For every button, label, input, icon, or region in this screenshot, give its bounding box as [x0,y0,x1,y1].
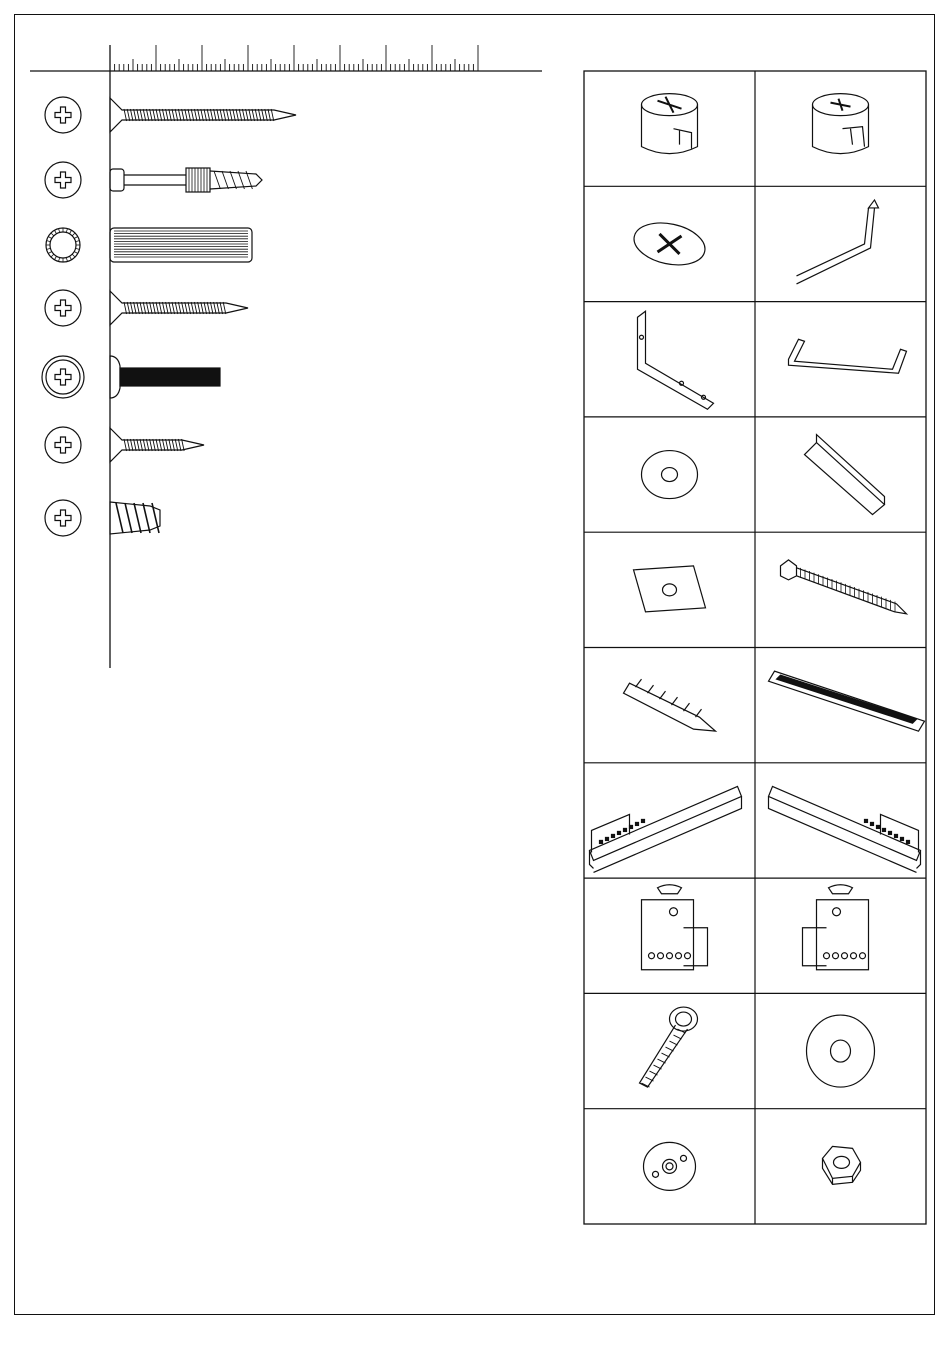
thread-line [204,109,207,121]
thread-line [166,302,169,314]
dowel-ridge [74,252,77,254]
thread-line [134,109,137,121]
thread-line [172,109,175,121]
dowel-ridge [51,254,54,257]
thread-line [162,439,165,451]
euro-screw-insert-side-view [110,502,160,534]
thread-line [146,439,149,451]
thread-line [140,302,143,314]
thread-line [201,302,204,314]
t-nut-plate-icon [644,1142,696,1190]
hex-nut-icon [823,1146,861,1184]
insert-thread [134,503,141,533]
thread-line [153,109,156,121]
countersunk-wood-screw-long [45,97,296,133]
bolt-head [110,169,124,191]
thread-line [175,109,178,121]
dowel-ridge [48,237,51,239]
thread-line [210,302,213,314]
thread-line [143,109,146,121]
thread-line [156,109,159,121]
countersunk-wood-screw-long-side-view [110,98,296,132]
dowel-ridge [48,252,51,254]
thread-line [134,439,137,451]
thread-line [140,109,143,121]
thread-line [153,439,156,451]
thread-line [134,302,137,314]
l-bracket-icon [638,311,714,409]
thread-line [127,302,130,314]
thread-line [236,109,239,121]
thread-line [226,109,229,121]
head-outline [42,356,84,398]
phillips-head-icon [45,427,81,463]
thread-line [207,302,210,314]
thread-line [182,109,185,121]
thread-line [156,302,159,314]
dowel-ridge [55,256,57,259]
thread-line [137,109,140,121]
thread-line [194,109,197,121]
phillips-cross [55,369,71,385]
washer-icon [642,451,698,499]
leveling-bolt-icon [640,1007,698,1087]
thread-line [137,302,140,314]
screw-body [110,291,248,325]
thread-line [140,439,143,451]
dowel-ridge [72,233,75,236]
thread-line [185,109,188,121]
dowel-ridge [70,230,72,233]
thread-line [162,302,165,314]
cam-lock-icon-left [642,94,698,154]
countersunk-wood-screw-short-side-view [110,428,204,462]
head-outline [45,290,81,326]
thread-line [249,109,252,121]
thread-line [166,439,169,451]
dowel-ridge [70,256,72,259]
thread-line [217,109,220,121]
thread-line [210,109,213,121]
phillips-cross [55,510,71,526]
dowel-ridge [47,248,51,249]
thread-line [220,109,223,121]
phillips-cross [55,107,71,123]
drawer-slide-right-icon [769,786,921,872]
machine-thread-body [120,368,220,386]
phillips-head-icon [45,500,81,536]
thread-line [255,109,258,121]
dowel-ridge [51,233,54,236]
thread-line [169,109,172,121]
insert-thread [143,503,150,533]
thread-line [178,302,181,314]
thread-line [127,439,130,451]
phillips-head-icon [42,356,84,398]
handle-icon [789,339,907,373]
thread-line [169,302,172,314]
drawer-clip-right-icon [803,885,869,970]
dowel-ridge [66,229,67,233]
thread-line [258,109,261,121]
dowel-ridge [76,241,80,242]
thread-line [137,439,140,451]
thread-line [223,302,226,314]
countersunk-wood-screw-medium-side-view [110,291,248,325]
thread-line [182,302,185,314]
dowel-ridge [66,258,67,262]
dowel-inner [50,232,76,258]
dowel-ridge [59,258,60,262]
thread-line [191,109,194,121]
thread-line [217,302,220,314]
countersunk-wood-screw-medium [45,290,248,326]
thread-line [265,109,268,121]
thread-line [124,109,127,121]
drawer-clip-left-icon [642,885,708,970]
thread-line [214,302,217,314]
large-washer-icon [807,1015,875,1087]
thread-line [246,109,249,121]
thread-line [143,302,146,314]
fastener-list [42,97,296,536]
phillips-cross [55,437,71,453]
measurement-ruler [30,45,542,668]
head-outline [45,97,81,133]
wooden-dowel [46,228,252,262]
euro-screw-insert [45,500,160,536]
thread-line [207,109,210,121]
thread-line [178,109,181,121]
thread-line [230,171,236,189]
allen-key-icon [797,200,879,284]
thread-line [233,109,236,121]
flange-head-machine-screw [42,356,220,398]
thread-line [172,302,175,314]
thread-line [172,439,175,451]
head-outline [45,162,81,198]
shim-plate-icon [634,566,706,612]
thread-line [146,302,149,314]
phillips-cross [55,300,71,316]
thread-line [262,109,265,121]
thread-line [150,109,153,121]
dowel-ridge [59,229,60,233]
insert-thread [125,503,132,533]
thread-line [156,439,159,451]
thread-line [162,109,165,121]
thread-line [159,109,162,121]
dowel-end-icon [46,228,80,262]
dowel-ridge [55,230,57,233]
thread-line [175,439,178,451]
thread-line [130,302,133,314]
phillips-head-icon [45,290,81,326]
thread-line [271,109,274,121]
thread-line [214,171,220,189]
thread-line [188,302,191,314]
countersunk-wood-screw-short [45,427,204,463]
thread-line [130,109,133,121]
thread-line [150,302,153,314]
drawer-slide-left-icon [590,786,742,872]
confirmat-connector-bolt [45,162,262,198]
head-outline [45,500,81,536]
thread-line [124,302,127,314]
dowel-ridge [76,248,80,249]
thread-line [252,109,255,121]
thread-line [178,439,181,451]
wall-plug-icon [624,679,716,731]
bolt-thread-body [210,171,262,189]
flange-head [110,356,120,398]
thread-line [201,109,204,121]
thread-line [191,302,194,314]
thread-line [185,302,188,314]
wooden-dowel-side-view [110,228,252,262]
thread-line [188,109,191,121]
thread-line [223,109,226,121]
hex-bolt-icon [781,560,907,614]
thread-line [194,302,197,314]
thread-line [130,439,133,451]
dowel-ridge [47,241,51,242]
phillips-cross [55,172,71,188]
thread-line [204,302,207,314]
dowel-ridge [74,237,77,239]
thread-line [175,302,178,314]
confirmat-connector-bolt-side-view [110,168,262,192]
thread-line [169,439,172,451]
thread-line [242,109,245,121]
thread-line [146,109,149,121]
thread-line [143,439,146,451]
cam-lock-icon-right [813,94,869,154]
head-inner-ring [46,360,80,394]
thread-line [230,109,233,121]
thread-line [159,302,162,314]
cam-cover-cap-icon [630,217,709,271]
vent-grille-icon [769,671,925,731]
thread-line [153,302,156,314]
thread-line [222,171,228,189]
angle-rail-icon [805,435,885,515]
head-outline [45,427,81,463]
dowel-ridge [72,254,75,257]
thread-line [198,302,201,314]
thread-line [166,109,169,121]
flange-head-machine-screw-side-view [110,356,220,398]
thread-line [124,439,127,451]
thread-line [127,109,130,121]
thread-line [150,439,153,451]
thread-line [214,109,217,121]
thread-line [268,109,271,121]
parts-grid [584,71,926,1224]
thread-line [239,109,242,121]
phillips-head-icon [45,162,81,198]
thread-line [159,439,162,451]
phillips-head-icon [45,97,81,133]
thread-line [198,109,201,121]
insert-thread [116,503,123,533]
thread-line [220,302,223,314]
